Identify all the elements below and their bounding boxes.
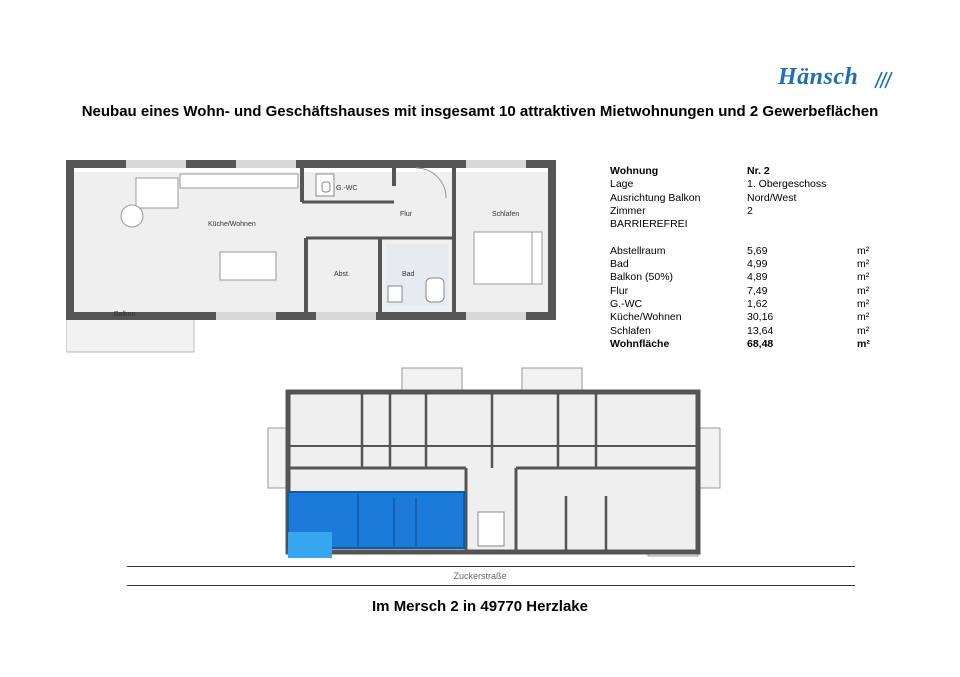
company-logo: Hänsch: [778, 64, 859, 90]
room-label-kueche: Küche/Wohnen: [208, 221, 256, 228]
area-unit: m²: [857, 284, 870, 297]
area-value: 4,99: [747, 258, 768, 271]
area-label: G.-WC: [610, 297, 643, 310]
street-label: Zuckerstraße: [453, 571, 507, 581]
total-unit: m²: [857, 337, 870, 350]
info-value: 1. Obergeschoss: [747, 178, 827, 191]
area-label: Küche/Wohnen: [610, 311, 682, 324]
area-value: 30,16: [747, 311, 774, 324]
room-label-balkon: Balkon: [114, 311, 136, 318]
area-value: 7,49: [747, 284, 768, 297]
info-value: Nord/West: [747, 191, 797, 204]
apartment-floorplan: [66, 160, 556, 355]
info-value: Nr. 2: [747, 165, 770, 177]
total-label: Wohnfläche: [610, 337, 670, 350]
area-value: 1,62: [747, 297, 768, 310]
area-unit: m²: [857, 258, 870, 271]
info-label: BARRIEREFREI: [610, 218, 688, 231]
room-label-bad: Bad: [402, 271, 415, 278]
area-label: Flur: [610, 284, 629, 297]
building-overview-plan: [266, 366, 726, 562]
area-unit: m²: [857, 297, 870, 310]
room-label-schlafen: Schlafen: [492, 211, 520, 218]
info-label: Wohnung: [610, 165, 659, 177]
room-label-flur: Flur: [400, 211, 413, 218]
info-value: 2: [747, 204, 753, 217]
area-label: Balkon (50%): [610, 271, 674, 284]
area-value: 4,89: [747, 271, 768, 284]
street-line-bottom: [127, 585, 855, 586]
area-label: Abstellraum: [610, 244, 666, 257]
area-value: 5,69: [747, 244, 768, 257]
room-label-gwc: G.-WC: [336, 185, 358, 192]
area-unit: m²: [857, 311, 870, 324]
info-label: Ausrichtung Balkon: [610, 191, 701, 204]
area-unit: m²: [857, 324, 870, 337]
total-value: 68,48: [747, 337, 774, 350]
area-value: 13,64: [747, 324, 774, 337]
area-unit: m²: [857, 244, 870, 257]
logo-slashes: [870, 70, 894, 90]
highlighted-balcony: [288, 532, 332, 558]
page-title: Neubau eines Wohn- und Geschäftshauses mit insgesamt 10 attraktiven Mietwohnungen und 2 Gewerbeflächen: [81, 103, 879, 120]
street-line-top: [127, 566, 855, 567]
area-label: Bad: [610, 258, 629, 271]
info-label: Zimmer: [610, 204, 646, 217]
address-line: Im Mersch 2 in 49770 Herzlake: [372, 598, 588, 615]
info-label: Lage: [610, 178, 634, 191]
room-label-abst: Abst.: [334, 271, 350, 278]
area-label: Schlafen: [610, 324, 651, 337]
area-unit: m²: [857, 271, 870, 284]
